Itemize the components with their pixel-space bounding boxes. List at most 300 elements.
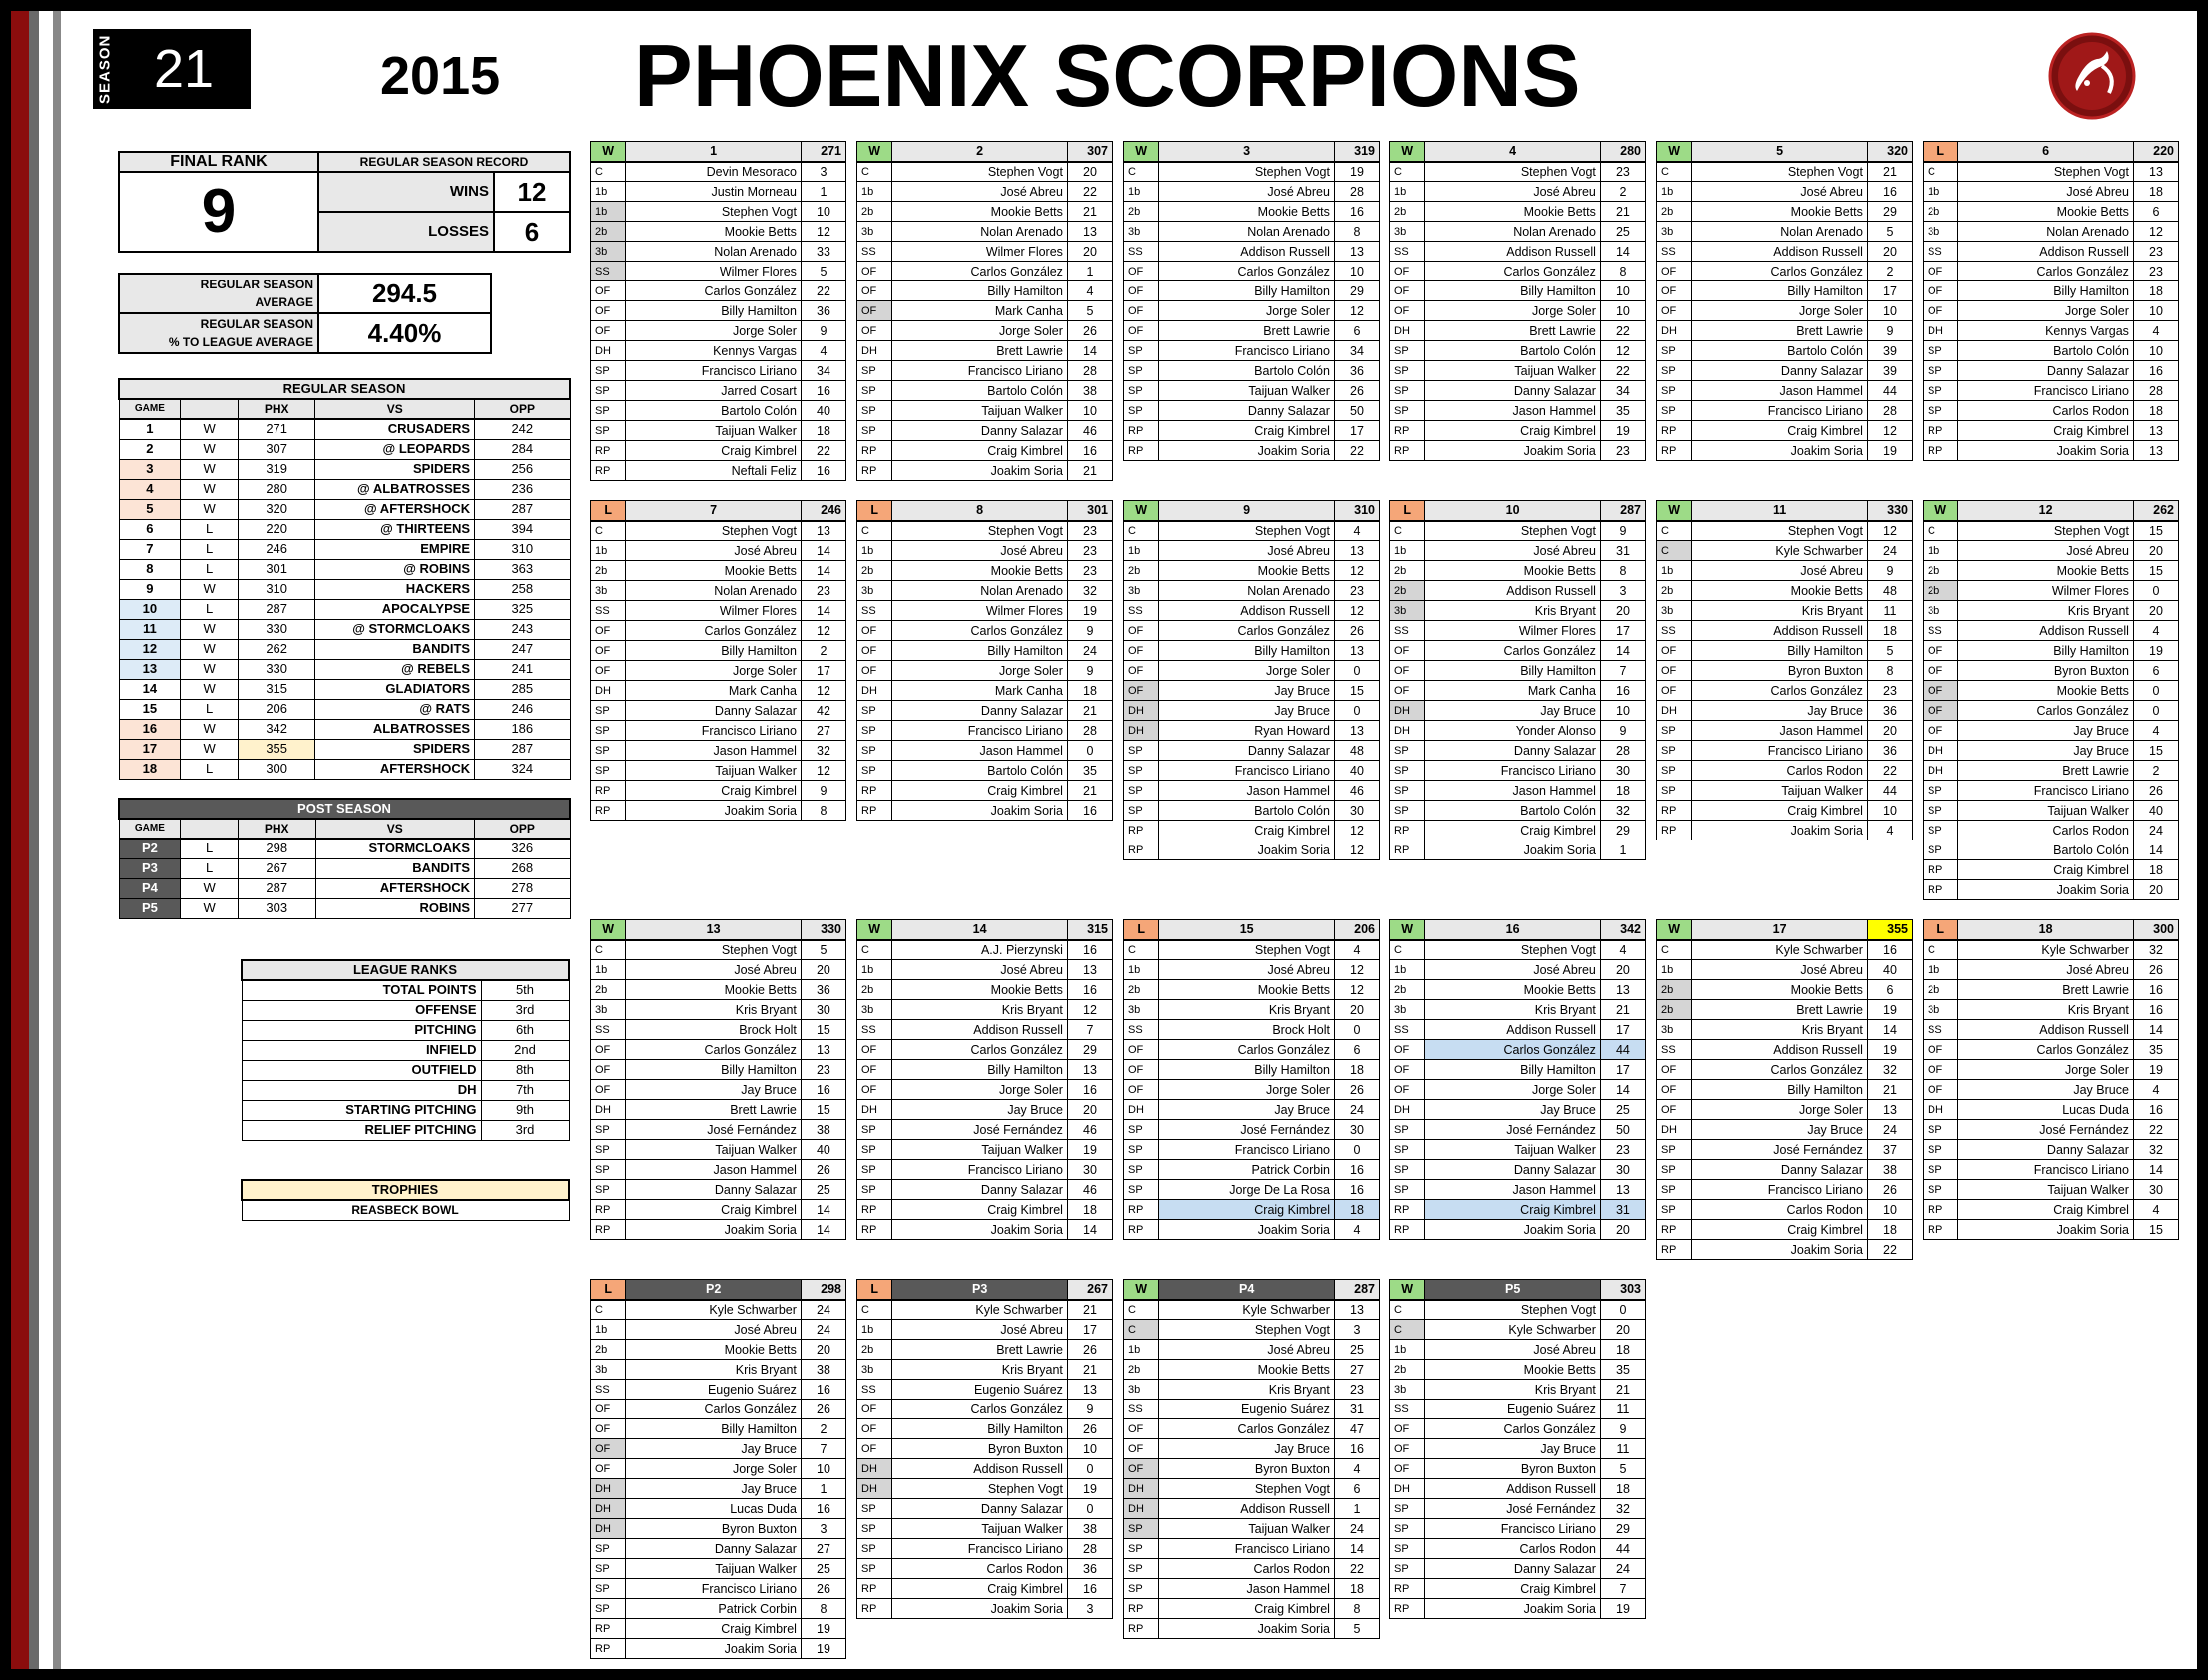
lineup-position: DH bbox=[1124, 1499, 1159, 1519]
lineup-points: 47 bbox=[1334, 1419, 1379, 1439]
lineup-position: SP bbox=[591, 401, 626, 421]
lineup-player: José Abreu bbox=[1159, 541, 1335, 561]
game-score: 301 bbox=[1067, 501, 1112, 521]
lineup-points: 46 bbox=[1067, 1120, 1112, 1140]
lineup-points: 22 bbox=[1867, 761, 1912, 781]
lineup-points: 2 bbox=[2133, 761, 2178, 781]
lineup-position: SP bbox=[1390, 761, 1425, 781]
post-season-table bbox=[118, 798, 571, 919]
game-score: 271 bbox=[801, 142, 845, 162]
lineup-player: Carlos González bbox=[1425, 1040, 1601, 1060]
lineup-points: 9 bbox=[1600, 1419, 1645, 1439]
lineup-player: Carlos Rodon bbox=[1692, 761, 1868, 781]
game-number: P3 bbox=[892, 1280, 1068, 1300]
lineup-row bbox=[1657, 281, 1913, 301]
lineup-player: Carlos González bbox=[626, 1040, 802, 1060]
lineup-points: 13 bbox=[2133, 441, 2178, 461]
lineup-position: DH bbox=[591, 1499, 626, 1519]
game-header-row bbox=[591, 920, 846, 940]
lineup-points: 22 bbox=[1067, 182, 1112, 202]
lineup-row bbox=[1390, 1100, 1646, 1120]
lineup-position: RP bbox=[857, 1200, 892, 1220]
lineup-points: 21 bbox=[1067, 461, 1112, 481]
game-lineup-1 bbox=[590, 141, 846, 481]
lineup-points: 13 bbox=[1867, 1100, 1912, 1120]
lineup-row bbox=[1657, 521, 1913, 541]
lineup-position: 3b bbox=[857, 581, 892, 601]
regular-season-cell: 10 bbox=[119, 599, 181, 619]
lineup-row bbox=[1124, 561, 1380, 581]
rank-row bbox=[242, 1080, 569, 1100]
lineup-position: 1b bbox=[1390, 182, 1425, 202]
lineup-position: 2b bbox=[1924, 581, 1958, 601]
lineup-position: SP bbox=[1390, 781, 1425, 801]
lineup-position: RP bbox=[1124, 821, 1159, 840]
lineup-points: 21 bbox=[1600, 1000, 1645, 1020]
lineup-position: SP bbox=[1657, 381, 1692, 401]
lineup-row bbox=[1924, 601, 2179, 621]
rank-row bbox=[242, 1100, 569, 1120]
lineup-points: 21 bbox=[1067, 1300, 1112, 1320]
lineup-row bbox=[591, 182, 846, 202]
lineup-position: SP bbox=[1124, 1180, 1159, 1200]
final-rank-value: 9 bbox=[119, 172, 318, 252]
lineup-position: 2b bbox=[1390, 561, 1425, 581]
lineup-points: 30 bbox=[1334, 1120, 1379, 1140]
lineup-position: SP bbox=[1657, 1140, 1692, 1160]
lineup-position: 3b bbox=[1124, 222, 1159, 242]
lineup-row bbox=[1124, 1020, 1380, 1040]
regular-season-cell: W bbox=[181, 639, 239, 659]
lineup-player: Mookie Betts bbox=[626, 980, 802, 1000]
game-result: L bbox=[857, 501, 892, 521]
lineup-points: 34 bbox=[1334, 341, 1379, 361]
lineup-player: Craig Kimbrel bbox=[1425, 821, 1601, 840]
lineup-points: 18 bbox=[1334, 1200, 1379, 1220]
game-result: L bbox=[1124, 920, 1159, 940]
lineup-position: RP bbox=[1124, 1220, 1159, 1240]
lineup-position: OF bbox=[1657, 301, 1692, 321]
lineup-row bbox=[1657, 621, 1913, 641]
lineup-points: 5 bbox=[1867, 222, 1912, 242]
regular-season-cell: W bbox=[181, 619, 239, 639]
lineup-player: Eugenio Suárez bbox=[1159, 1400, 1335, 1419]
lineup-points: 36 bbox=[1867, 701, 1912, 721]
lineup-row bbox=[1924, 1180, 2179, 1200]
lineup-player: Brett Lawrie bbox=[1425, 321, 1601, 341]
lineup-points: 20 bbox=[1600, 601, 1645, 621]
lineup-row bbox=[1124, 521, 1380, 541]
lineup-player: Patrick Corbin bbox=[1159, 1160, 1335, 1180]
lineup-row bbox=[857, 621, 1113, 641]
lineup-points: 16 bbox=[801, 381, 845, 401]
lineup-row bbox=[1390, 641, 1646, 661]
game-lineup-18 bbox=[1923, 919, 2179, 1240]
lineup-position: 2b bbox=[1124, 561, 1159, 581]
lineup-position: OF bbox=[1124, 281, 1159, 301]
regular-season-cell: 300 bbox=[238, 759, 315, 779]
lineup-row bbox=[1390, 581, 1646, 601]
lineup-points: 20 bbox=[1067, 1100, 1112, 1120]
lineup-points: 20 bbox=[1867, 242, 1912, 262]
lineup-row bbox=[1924, 1220, 2179, 1240]
regular-season-cell: 6 bbox=[119, 519, 181, 539]
game-lineup-13 bbox=[590, 919, 846, 1240]
lineup-position: RP bbox=[1390, 421, 1425, 441]
lineup-position: OF bbox=[591, 1400, 626, 1419]
lineup-points: 12 bbox=[1867, 421, 1912, 441]
lineup-row bbox=[857, 1439, 1113, 1459]
lineup-points: 20 bbox=[1334, 1000, 1379, 1020]
game-result: W bbox=[1657, 142, 1692, 162]
lineup-player: José Abreu bbox=[892, 182, 1068, 202]
regular-season-row bbox=[119, 719, 570, 739]
lineup-player: José Abreu bbox=[1425, 960, 1601, 980]
avg-value: 294.5 bbox=[318, 274, 491, 313]
losses-value: 6 bbox=[494, 212, 570, 252]
lineup-row bbox=[1390, 1559, 1646, 1579]
regular-season-cell: 2 bbox=[119, 439, 181, 459]
regular-season-cell: 319 bbox=[238, 459, 315, 479]
lineup-points: 2 bbox=[801, 641, 845, 661]
lineup-position: SS bbox=[1657, 1040, 1692, 1060]
lineup-position: C bbox=[857, 1300, 892, 1320]
lineup-player: Stephen Vogt bbox=[1692, 521, 1868, 541]
lineup-position: C bbox=[1657, 521, 1692, 541]
lineup-player: Joakim Soria bbox=[626, 1220, 802, 1240]
game-score: 319 bbox=[1334, 142, 1379, 162]
lineup-position: RP bbox=[591, 1619, 626, 1639]
lineup-position: 3b bbox=[1390, 1380, 1425, 1400]
lineup-row bbox=[1657, 1220, 1913, 1240]
lineup-row bbox=[1924, 1080, 2179, 1100]
game-number: 4 bbox=[1425, 142, 1601, 162]
lineup-player: Carlos González bbox=[626, 1400, 802, 1419]
lineup-row bbox=[1390, 761, 1646, 781]
lineup-points: 28 bbox=[1067, 1539, 1112, 1559]
lineup-points: 17 bbox=[1867, 281, 1912, 301]
lineup-player: Mookie Betts bbox=[626, 222, 802, 242]
lineup-row bbox=[1124, 741, 1380, 761]
post-season-header: VS bbox=[315, 819, 475, 839]
lineup-points: 5 bbox=[801, 940, 845, 960]
lineup-position: SS bbox=[1124, 242, 1159, 262]
lineup-points: 11 bbox=[1600, 1439, 1645, 1459]
lineup-points: 4 bbox=[2133, 321, 2178, 341]
lineup-row bbox=[1390, 1499, 1646, 1519]
lineup-position: SP bbox=[1924, 840, 1958, 860]
lineup-points: 23 bbox=[801, 581, 845, 601]
lineup-position: DH bbox=[1390, 721, 1425, 741]
lineup-position: OF bbox=[591, 1419, 626, 1439]
regular-season-cell: 342 bbox=[238, 719, 315, 739]
lineup-player: Billy Hamilton bbox=[1159, 1060, 1335, 1080]
lineup-position: SS bbox=[591, 601, 626, 621]
lineup-player: Nolan Arenado bbox=[1958, 222, 2134, 242]
lineup-points: 18 bbox=[1600, 1340, 1645, 1360]
game-number: P5 bbox=[1425, 1280, 1601, 1300]
lineup-position: OF bbox=[857, 1060, 892, 1080]
regular-season-cell: W bbox=[181, 479, 239, 499]
lineup-row bbox=[1124, 1320, 1380, 1340]
lineup-points: 13 bbox=[1067, 960, 1112, 980]
game-score: 310 bbox=[1334, 501, 1379, 521]
lineup-row bbox=[591, 980, 846, 1000]
lineup-position: DH bbox=[591, 341, 626, 361]
lineup-position: SP bbox=[1657, 1180, 1692, 1200]
lineup-points: 19 bbox=[1867, 1040, 1912, 1060]
lineup-row bbox=[591, 561, 846, 581]
lineup-row bbox=[857, 1300, 1113, 1320]
game-result: W bbox=[1124, 501, 1159, 521]
lineup-position: 1b bbox=[591, 541, 626, 561]
lineup-player: Jason Hammel bbox=[1692, 721, 1868, 741]
lineup-row bbox=[591, 1020, 846, 1040]
lineup-player: Joakim Soria bbox=[1425, 1599, 1601, 1619]
lineup-player: Taijuan Walker bbox=[1692, 781, 1868, 801]
regular-season-cell: 301 bbox=[238, 559, 315, 579]
lineup-player: Francisco Liriano bbox=[892, 1160, 1068, 1180]
lineup-points: 40 bbox=[801, 401, 845, 421]
avg-label-line2: AVERAGE bbox=[255, 295, 313, 309]
lineup-position: 1b bbox=[1390, 960, 1425, 980]
lineup-row bbox=[591, 1180, 846, 1200]
lineup-row bbox=[857, 801, 1113, 821]
lineup-player: Mookie Betts bbox=[1159, 561, 1335, 581]
lineup-player: Carlos Rodon bbox=[1958, 821, 2134, 840]
lineup-row bbox=[591, 601, 846, 621]
lineup-player: Wilmer Flores bbox=[892, 601, 1068, 621]
lineup-points: 12 bbox=[1334, 840, 1379, 860]
lineup-player: Craig Kimbrel bbox=[1159, 821, 1335, 840]
game-number: 18 bbox=[1958, 920, 2134, 940]
lineup-row bbox=[857, 1020, 1113, 1040]
lineup-player: Taijuan Walker bbox=[1958, 1180, 2134, 1200]
lineup-row bbox=[1390, 381, 1646, 401]
lineup-player: Billy Hamilton bbox=[1425, 1060, 1601, 1080]
game-header-row bbox=[1924, 142, 2179, 162]
lineup-row bbox=[857, 980, 1113, 1000]
lineup-row bbox=[1390, 1539, 1646, 1559]
lineup-row bbox=[1124, 681, 1380, 701]
lineup-row bbox=[1390, 601, 1646, 621]
lineup-player: Carlos González bbox=[1159, 1419, 1335, 1439]
regular-season-header: OPP bbox=[475, 399, 570, 419]
lineup-points: 13 bbox=[801, 1040, 845, 1060]
lineup-player: Jorge De La Rosa bbox=[1159, 1180, 1335, 1200]
regular-season-cell: BANDITS bbox=[315, 639, 475, 659]
lineup-row bbox=[1124, 1419, 1380, 1439]
lineup-row bbox=[1657, 561, 1913, 581]
lineup-points: 26 bbox=[801, 1400, 845, 1419]
lineup-row bbox=[1657, 262, 1913, 281]
lineup-points: 15 bbox=[2133, 521, 2178, 541]
lineup-points: 26 bbox=[801, 1160, 845, 1180]
lineup-player: Jay Bruce bbox=[892, 1100, 1068, 1120]
lineup-player: Jorge Soler bbox=[892, 661, 1068, 681]
lineup-position: 1b bbox=[1924, 960, 1958, 980]
lineup-points: 29 bbox=[1334, 281, 1379, 301]
lineup-player: Mark Canha bbox=[892, 681, 1068, 701]
lineup-player: Jay Bruce bbox=[1159, 1100, 1335, 1120]
lineup-points: 18 bbox=[1867, 621, 1912, 641]
lineup-row bbox=[1924, 880, 2179, 900]
lineup-points: 20 bbox=[1067, 242, 1112, 262]
lineup-points: 38 bbox=[1067, 381, 1112, 401]
game-result: W bbox=[591, 142, 626, 162]
lineup-player: Mark Canha bbox=[626, 681, 802, 701]
game-result: W bbox=[1124, 1280, 1159, 1300]
lineup-position: SP bbox=[1124, 341, 1159, 361]
lineup-player: Francisco Liriano bbox=[1958, 781, 2134, 801]
lineup-position: 1b bbox=[1657, 561, 1692, 581]
post-season-cell: L bbox=[181, 839, 239, 858]
lineup-position: SP bbox=[1657, 1160, 1692, 1180]
lineup-row bbox=[1124, 1479, 1380, 1499]
lineup-row bbox=[591, 1320, 846, 1340]
lineup-position: SS bbox=[591, 1380, 626, 1400]
rank-category: DH bbox=[242, 1080, 481, 1100]
lineup-position: SP bbox=[591, 1539, 626, 1559]
lineup-points: 20 bbox=[2133, 601, 2178, 621]
game-number: 2 bbox=[892, 142, 1068, 162]
lineup-row bbox=[1124, 601, 1380, 621]
lineup-position: SP bbox=[857, 1120, 892, 1140]
lineup-row bbox=[1657, 541, 1913, 561]
lineup-player: Jason Hammel bbox=[626, 1160, 802, 1180]
lineup-row bbox=[1124, 1180, 1380, 1200]
lineup-points: 19 bbox=[2133, 1060, 2178, 1080]
lineup-points: 23 bbox=[1067, 541, 1112, 561]
lineup-row bbox=[591, 781, 846, 801]
lineup-points: 22 bbox=[1867, 1240, 1912, 1260]
lineup-points: 9 bbox=[1867, 321, 1912, 341]
lineup-points: 4 bbox=[2133, 721, 2178, 741]
lineup-player: Mookie Betts bbox=[1425, 1360, 1601, 1380]
lineup-points: 16 bbox=[1067, 1080, 1112, 1100]
lineup-player: Danny Salazar bbox=[626, 701, 802, 721]
lineup-position: DH bbox=[591, 1100, 626, 1120]
season-number: 21 bbox=[153, 39, 215, 99]
lineup-row bbox=[1657, 341, 1913, 361]
lineup-points: 50 bbox=[1334, 401, 1379, 421]
lineup-points: 17 bbox=[1067, 1320, 1112, 1340]
lineup-position: 3b bbox=[857, 222, 892, 242]
lineup-row bbox=[1390, 1140, 1646, 1160]
lineup-position: OF bbox=[591, 1080, 626, 1100]
game-score: 267 bbox=[1067, 1280, 1112, 1300]
lineup-player: Craig Kimbrel bbox=[626, 1200, 802, 1220]
lineup-player: Stephen Vogt bbox=[1425, 521, 1601, 541]
lineup-row bbox=[591, 741, 846, 761]
lineup-points: 10 bbox=[801, 202, 845, 222]
lineup-position: RP bbox=[1390, 441, 1425, 461]
lineup-position: RP bbox=[1124, 441, 1159, 461]
lineup-position: 1b bbox=[1390, 541, 1425, 561]
regular-season-cell: ALBATROSSES bbox=[315, 719, 475, 739]
lineup-position: SP bbox=[1390, 1539, 1425, 1559]
lineup-position: RP bbox=[591, 781, 626, 801]
lineup-player: Carlos González bbox=[1692, 681, 1868, 701]
lineup-player: Mookie Betts bbox=[1958, 202, 2134, 222]
lineup-position: 2b bbox=[857, 561, 892, 581]
lineup-player: Craig Kimbrel bbox=[626, 441, 802, 461]
lineup-position: SP bbox=[591, 761, 626, 781]
regular-season-row bbox=[119, 599, 570, 619]
lineup-row bbox=[1124, 1559, 1380, 1579]
lineup-position: C bbox=[591, 162, 626, 182]
lineup-row bbox=[591, 641, 846, 661]
regular-season-cell: 14 bbox=[119, 679, 181, 699]
lineup-row bbox=[591, 262, 846, 281]
lineup-position: OF bbox=[591, 1459, 626, 1479]
lineup-position: SP bbox=[857, 1539, 892, 1559]
lineup-player: Stephen Vogt bbox=[1159, 940, 1335, 960]
lineup-points: 44 bbox=[1867, 781, 1912, 801]
lineup-position: OF bbox=[857, 262, 892, 281]
lineup-points: 9 bbox=[1067, 1400, 1112, 1419]
regular-season-row bbox=[119, 579, 570, 599]
lineup-player: Brock Holt bbox=[626, 1020, 802, 1040]
game-number: 16 bbox=[1425, 920, 1601, 940]
lineup-points: 0 bbox=[1067, 1459, 1112, 1479]
lineup-player: Carlos González bbox=[1159, 621, 1335, 641]
lineup-player: Stephen Vogt bbox=[1159, 521, 1335, 541]
lineup-row bbox=[857, 1160, 1113, 1180]
game-number: 17 bbox=[1692, 920, 1868, 940]
lineup-row bbox=[591, 421, 846, 441]
lineup-points: 27 bbox=[801, 721, 845, 741]
lineup-points: 15 bbox=[1334, 681, 1379, 701]
lineup-position: SP bbox=[1924, 401, 1958, 421]
lineup-row bbox=[857, 1419, 1113, 1439]
lineup-row bbox=[1657, 960, 1913, 980]
post-season-title: POST SEASON bbox=[119, 799, 570, 819]
lineup-row bbox=[857, 1360, 1113, 1380]
lineup-row bbox=[1124, 960, 1380, 980]
lineup-player: Stephen Vogt bbox=[626, 521, 802, 541]
lineup-points: 24 bbox=[1067, 641, 1112, 661]
lineup-points: 40 bbox=[1867, 960, 1912, 980]
lineup-position: DH bbox=[1924, 1100, 1958, 1120]
lineup-row bbox=[1390, 401, 1646, 421]
game-score: 206 bbox=[1334, 920, 1379, 940]
lineup-row bbox=[1390, 1380, 1646, 1400]
lineup-row bbox=[1924, 840, 2179, 860]
lineup-player: Mookie Betts bbox=[1958, 561, 2134, 581]
lineup-player: Bartolo Colón bbox=[1425, 801, 1601, 821]
game-number: 6 bbox=[1958, 142, 2134, 162]
regular-season-cell: @ STORMCLOAKS bbox=[315, 619, 475, 639]
lineup-row bbox=[591, 461, 846, 481]
lineup-position: 2b bbox=[857, 202, 892, 222]
lineup-points: 7 bbox=[801, 1439, 845, 1459]
lineup-row bbox=[591, 301, 846, 321]
lineup-points: 12 bbox=[1600, 341, 1645, 361]
lineup-position: OF bbox=[1924, 721, 1958, 741]
side-stripe bbox=[11, 11, 29, 1669]
rank-row bbox=[242, 980, 569, 1000]
lineup-points: 7 bbox=[1600, 1579, 1645, 1599]
lineup-points: 4 bbox=[1867, 821, 1912, 840]
game-lineup-P4 bbox=[1123, 1279, 1380, 1639]
lineup-player: Carlos González bbox=[892, 1040, 1068, 1060]
lineup-points: 12 bbox=[1334, 601, 1379, 621]
lineup-position: SP bbox=[591, 1579, 626, 1599]
regular-season-cell: 363 bbox=[475, 559, 570, 579]
lineup-row bbox=[857, 1459, 1113, 1479]
lineup-player: Craig Kimbrel bbox=[1958, 1200, 2134, 1220]
